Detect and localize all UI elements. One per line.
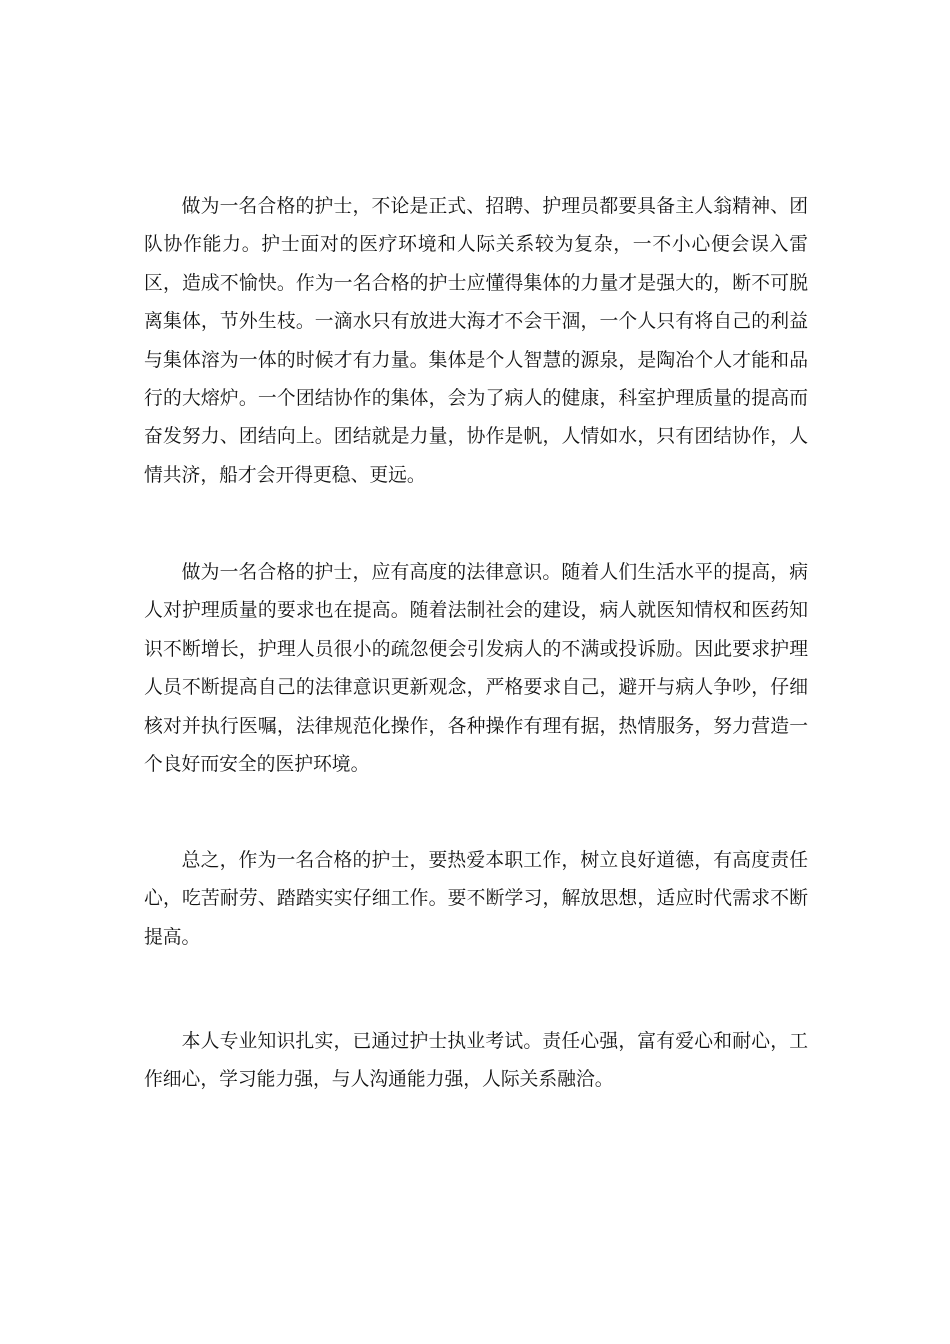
- paragraph-teamwork: 做为一名合格的护士，不论是正式、招聘、护理员都要具备主人翁精神、团队协作能力。护士面对的医疗环境和人际关系较为复杂，一不小心便会误入雷区，造成不愉快。作为一名合格的护士应懂得集体的力量才是强大的，断不可脱离集体，节外生枝。一滴水只有放进大海才不会干涸，一个人只有将自己的利益与集体溶为一体的时候才有力量。集体是个人智慧的源泉，是陶冶个人才能和品行的大熔炉。一个团结协作的集体，会为了病人的健康，科室护理质量的提高而奋发努力、团结向上。团结就是力量，协作是帆，人情如水，只有团结协作，人情共济，船才会开得更稳、更远。: [144, 196, 808, 486]
- paragraph-legal-awareness: 做为一名合格的护士，应有高度的法律意识。随着人们生活水平的提高，病人对护理质量的要求也在提高。随着法制社会的建设，病人就医知情权和医药知识不断增长，护理人员很小的疏忽便会引发病人的不满或投诉励。因此要求护理人员不断提高自己的法律意识更新观念，严格要求自己，避开与病人争吵，仔细核对并执行医嘱，法律规范化操作，各种操作有理有据，热情服务，努力营造一个良好而安全的医护环境。: [144, 562, 808, 776]
- paragraph-self-introduction: 本人专业知识扎实，已通过护士执业考试。责任心强，富有爱心和耐心，工作细心，学习能力强，与人沟通能力强，人际关系融洽。: [144, 1031, 808, 1091]
- paragraph-summary: 总之，作为一名合格的护士，要热爱本职工作，树立良好道德，有高度责任心，吃苦耐劳、踏踏实实仔细工作。要不断学习，解放思想，适应时代需求不断提高。: [144, 850, 808, 948]
